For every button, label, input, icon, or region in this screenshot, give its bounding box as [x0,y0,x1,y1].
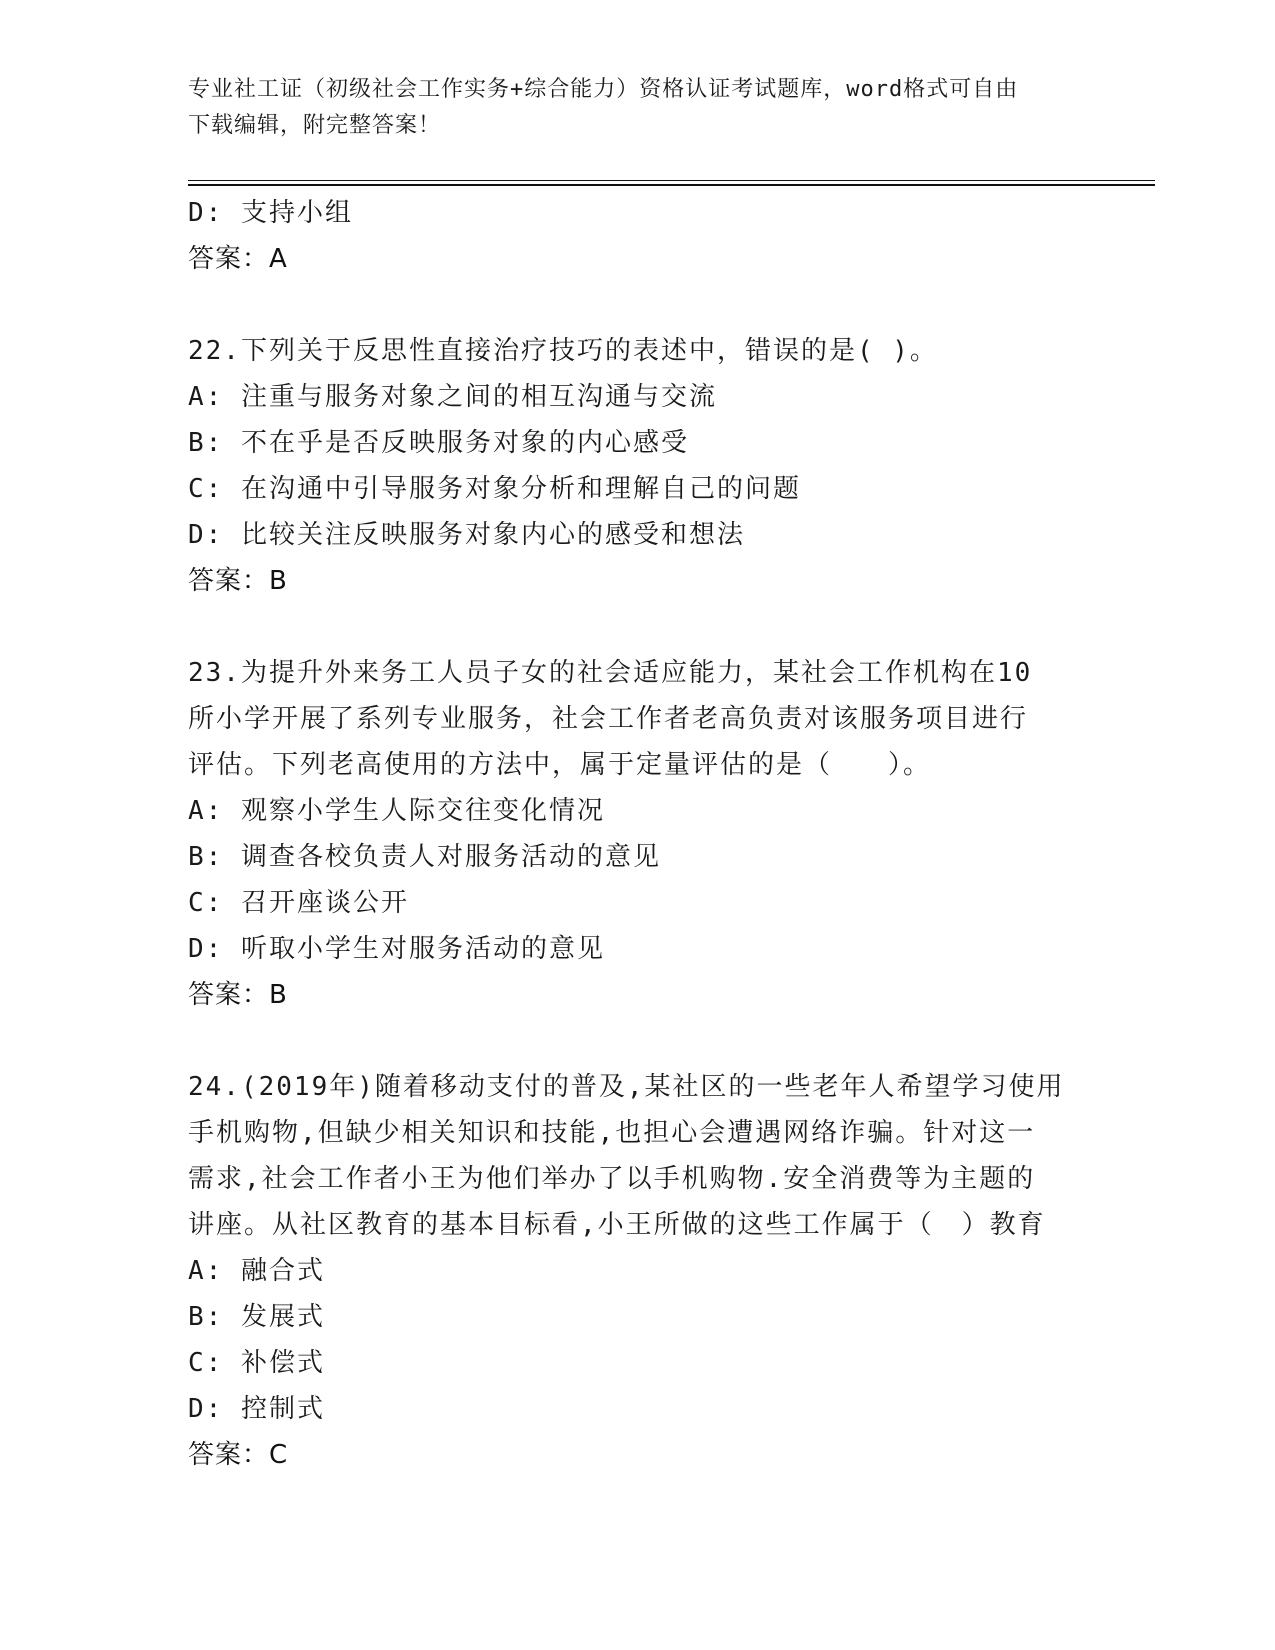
q24-option-b: B: 发展式 [188,1302,325,1332]
document-body [188,190,1088,1478]
q22-option-b: B: 不在乎是否反映服务对象的内心感受 [188,428,689,458]
q22-option-d: D: 比较关注反映服务对象内心的感受和想法 [188,520,745,550]
header-divider-thick [188,184,1155,186]
spacer [188,282,1088,328]
q24-answer: 答案：C [188,1440,289,1470]
q23-option-d: D: 听取小学生对服务活动的意见 [188,934,605,964]
spacer [188,604,1088,650]
q23-option-b: B: 调查各校负责人对服务活动的意见 [188,842,661,872]
q23-stem-line-2: 所小学开展了系列专业服务，社会工作者老高负责对该服务项目进行 [188,704,1029,734]
q23-stem-line-1: 23.为提升外来务工人员子女的社会适应能力，某社会工作机构在10 [188,658,1033,688]
page-header [188,72,1088,144]
q23-answer: 答案：B [188,980,288,1010]
q24-stem-line-3: 需求,社会工作者小王为他们举办了以手机购物.安全消费等为主题的 [188,1164,1036,1194]
question-23 [188,650,1088,1018]
header-line-2: 下载编辑，附完整答案！ [188,113,442,138]
q22-option-c: C: 在沟通中引导服务对象分析和理解自己的问题 [188,474,801,504]
q24-stem-line-2: 手机购物,但缺少相关知识和技能,也担心会遭遇网络诈骗。针对这一 [188,1118,1036,1148]
q24-option-a: A: 融合式 [188,1256,325,1286]
q21-option-d: D: 支持小组 [188,198,353,228]
q23-option-c: C: 召开座谈公开 [188,888,409,918]
q21-answer: 答案：A [188,244,288,274]
q24-option-d: D: 控制式 [188,1394,325,1424]
header-line-1: 专业社工证（初级社会工作实务+综合能力）资格认证考试题库，word格式可自由 [188,77,1019,102]
question-22 [188,328,1088,604]
q24-stem-line-4: 讲座。从社区教育的基本目标看,小王所做的这些工作属于（ ）教育 [188,1210,1046,1240]
q24-stem-line-1: 24.(2019年)随着移动支付的普及,某社区的一些老年人希望学习使用 [188,1072,1065,1102]
header-divider-thin [188,180,1155,181]
q23-stem-line-3: 评估。下列老高使用的方法中，属于定量评估的是（ ）。 [188,750,932,780]
q24-option-c: C: 补偿式 [188,1348,325,1378]
question-21-tail [188,190,1088,282]
spacer [188,1018,1088,1064]
q23-option-a: A: 观察小学生人际交往变化情况 [188,796,605,826]
q22-option-a: A: 注重与服务对象之间的相互沟通与交流 [188,382,717,412]
q22-stem: 22.下列关于反思性直接治疗技巧的表述中，错误的是( )。 [188,336,938,366]
q22-answer: 答案：B [188,566,288,596]
question-24 [188,1064,1088,1478]
